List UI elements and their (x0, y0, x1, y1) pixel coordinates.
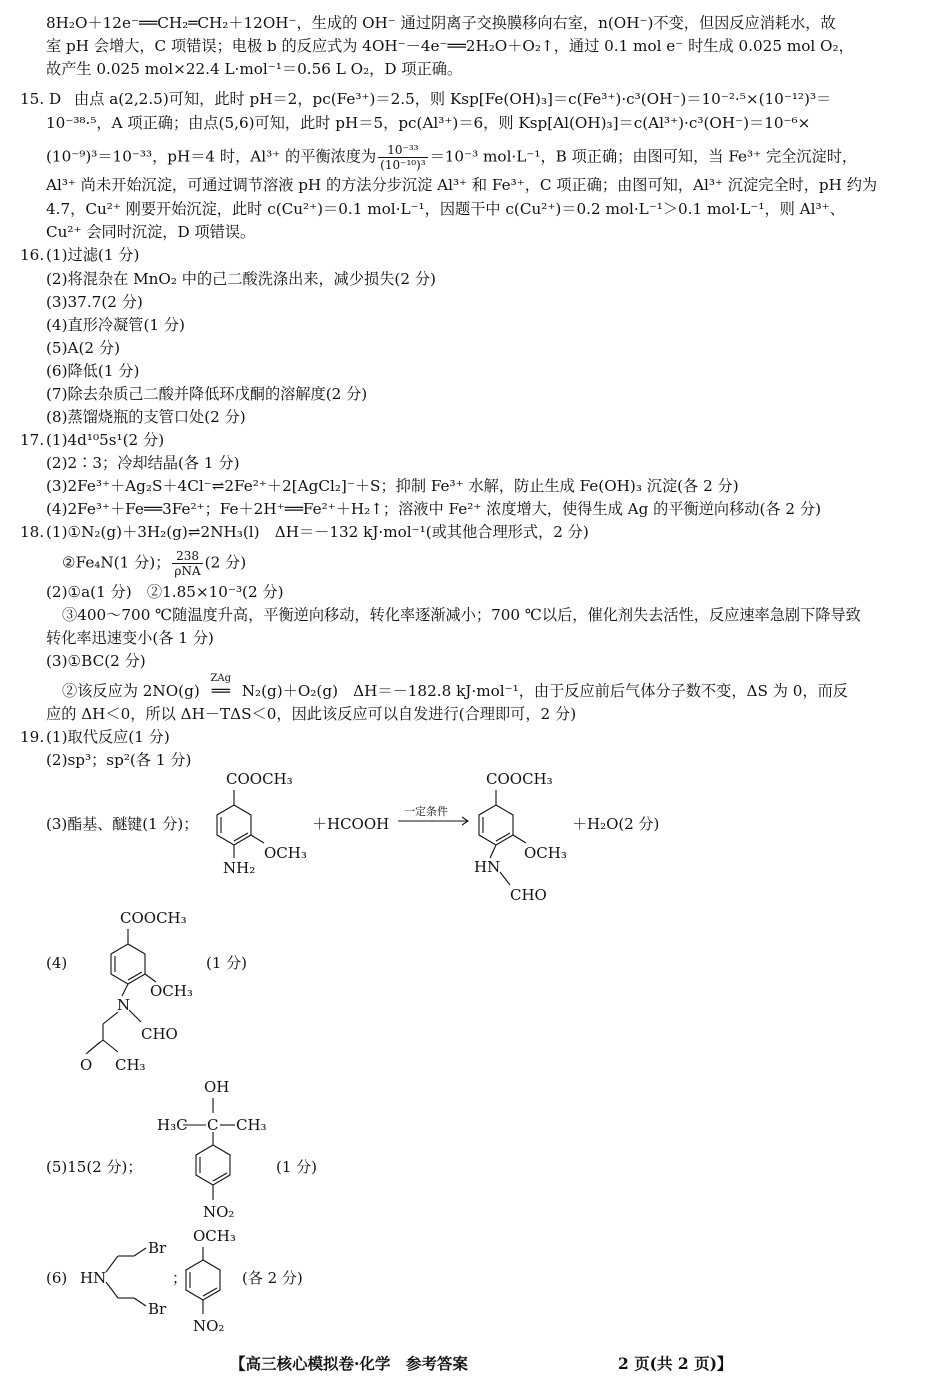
structure-5 (157, 1078, 267, 1221)
s6a-hn: HN (80, 1269, 107, 1287)
product-cho: CHO (510, 886, 547, 904)
text-line: (1)过滤(1 分) (46, 246, 140, 264)
s4-ch3: CH₃ (115, 1056, 146, 1074)
text-line: (6)降低(1 分) (46, 362, 140, 380)
s4-och3: OCH₃ (150, 982, 193, 1000)
text-line: (4)直形冷凝管(1 分) (46, 316, 185, 334)
s4-cho: CHO (141, 1025, 178, 1043)
product-hn: HN (474, 858, 501, 876)
reagent-hcooh: ＋HCOOH (312, 815, 390, 833)
s6a-br-top: Br (148, 1239, 167, 1257)
text-line: (2)①a(1 分) ②1.85×10⁻³(2 分) (46, 583, 284, 601)
reaction-arrow: ZAg ══ (200, 680, 242, 702)
text-segment: ②Fe₄N(1 分)； (62, 553, 171, 572)
text-segment: ＝10⁻³ mol·L⁻¹，B 项正确；由图可知，当 Fe³⁺ 完全沉淀时， (429, 147, 858, 166)
product-structure (474, 770, 567, 904)
text-line: Cu²⁺ 会同时沉淀，D 项错误。 (46, 223, 256, 241)
text-line: 10⁻³⁸·⁵，A 项正确；由点(5,6)可知，此时 pH＝5，pc(Al³⁺)＝6，则 Ksp[Al(OH)₃]＝c(Al³⁺)·c³(OH⁻)＝10⁻⁶× (46, 114, 811, 132)
product-cooch3: COOCH₃ (486, 770, 553, 788)
q19-4-score: (1 分) (206, 954, 248, 972)
reactant-och3: OCH₃ (264, 844, 307, 862)
q19-6-score: (各 2 分) (242, 1269, 303, 1287)
text-line: 转化率迅速变小(各 1 分) (46, 629, 214, 647)
catalyst-label: ZAg (210, 673, 232, 684)
condition-label: 一定条件 (404, 805, 448, 818)
s4-o: O (80, 1056, 93, 1074)
product-och3: OCH₃ (524, 844, 567, 862)
text-segment: (10⁻⁹)³＝10⁻³³，pH＝4 时，Al³⁺ 的平衡浓度为 (46, 147, 377, 166)
reaction-arrow (398, 804, 468, 825)
question-number: 17. (20, 431, 45, 449)
question-number: 19. (20, 728, 45, 746)
text-line: (2)将混杂在 MnO₂ 中的己二酸洗涤出来，减少损失(2 分) (46, 270, 436, 288)
text-line: (8)蒸馏烧瓶的支管口处(2 分) (46, 408, 246, 426)
text-line: 由点 a(2,2.5)可知，此时 pH＝2，pc(Fe³⁺)＝2.5，则 Ksp[Fe(OH)₃]＝c(Fe³⁺)·c³(OH⁻)＝10⁻²·⁵×(10⁻¹²)³＝ (74, 90, 832, 108)
s4-n: N (117, 996, 131, 1014)
text-line: 8H₂O＋12e⁻══CH₂═CH₂＋12OH⁻，生成的 OH⁻ 通过阴离子交换膜移向右室，n(OH⁻)不变，但因反应消耗水，故 (46, 14, 836, 32)
text-line: 故产生 0.025 mol×22.4 L·mol⁻¹＝0.56 L O₂，D 项正确。 (46, 60, 463, 78)
text-line: ③400～700 ℃随温度升高，平衡逆向移动，转化率逐渐减小；700 ℃以后，催化剂失去活性，反应速率急剧下降导致 (62, 606, 861, 624)
text-segment: ②该反应为 2NO(g) (62, 682, 200, 700)
fraction-numerator: 10⁻³³ (378, 143, 427, 158)
q19-6-label: (6) (46, 1269, 68, 1287)
q19-3-label: (3)酯基、醚键(1 分)； (46, 815, 199, 833)
footer-title: 【高三核心模拟卷·化学 参考答案 (230, 1354, 468, 1373)
text-line: (3)2Fe³⁺＋Ag₂S＋4Cl⁻⇌2Fe²⁺＋2[AgCl₂]⁻＋S；抑制 Fe³⁺ 水解，防止生成 Fe(OH)₃ 沉淀(各 2 分) (46, 477, 739, 495)
text-line: (1)①N₂(g)＋3H₂(g)⇌2NH₃(l) ΔH＝－132 kJ·mol⁻¹(或其他合理形式，2 分) (46, 523, 589, 541)
text-line: (7)除去杂质己二酸并降低环戊酮的溶解度(2 分) (46, 385, 368, 403)
fraction-numerator: 238 (172, 549, 202, 564)
s5-no2: NO₂ (203, 1203, 235, 1221)
text-line: (5)A(2 分) (46, 339, 121, 357)
text-line: 应的 ΔH＜0，所以 ΔH－TΔS＜0，因此该反应可以自发进行(合理即可，2 分) (46, 705, 577, 723)
fraction-denominator: ρNA (174, 564, 201, 578)
text-line: (1)4d¹⁰5s¹(2 分) (46, 431, 165, 449)
text-segment: (2 分) (204, 553, 247, 572)
s5-ch3: CH₃ (236, 1116, 267, 1134)
text-line: (4)2Fe³⁺＋Fe══3Fe²⁺；Fe＋2H⁺══Fe²⁺＋H₂↑；溶液中 Fe²⁺ 浓度增大，使得生成 Ag 的平衡逆向移动(各 2 分) (46, 500, 822, 518)
text-line: (3)①BC(2 分) (46, 652, 146, 670)
q19-5-label: (5)15(2 分)； (46, 1158, 143, 1176)
structure-6b (186, 1227, 236, 1335)
text-line: (1)取代反应(1 分) (46, 728, 170, 746)
text-line: (2)2∶3；冷却结晶(各 1 分) (46, 454, 240, 472)
s6b-no2: NO₂ (193, 1317, 225, 1335)
s5-h3c: H₃C (157, 1116, 188, 1134)
fraction-denominator: (10⁻¹⁰)³ (380, 158, 426, 172)
byproduct-water: ＋H₂O(2 分) (572, 815, 660, 833)
q19-5-score: (1 分) (276, 1158, 318, 1176)
reactant-nh2: NH₂ (223, 859, 256, 877)
text-line: (3)37.7(2 分) (46, 293, 143, 311)
text-line: (2)sp³；sp²(各 1 分) (46, 751, 192, 769)
s4-cooch3: COOCH₃ (120, 909, 187, 927)
q19-4-label: (4) (46, 954, 68, 972)
question-number: 15. D (20, 90, 62, 108)
question-number: 16. (20, 246, 45, 264)
q19-6-separator: ； (172, 1269, 188, 1287)
structure-6a (80, 1239, 167, 1318)
s6a-br-bottom: Br (148, 1300, 167, 1318)
text-line: Al³⁺ 尚未开始沉淀，可通过调节溶液 pH 的方法分步沉淀 Al³⁺ 和 Fe³⁺，C 项正确；由图可知，Al³⁺ 沉淀完全时，pH 约为 (46, 176, 878, 194)
question-number: 18. (20, 523, 45, 541)
structure-4 (80, 909, 193, 1074)
s6b-och3: OCH₃ (193, 1227, 236, 1245)
s5-c: C (207, 1116, 219, 1134)
text-line: 4.7，Cu²⁺ 刚要开始沉淀，此时 c(Cu²⁺)＝0.1 mol·L⁻¹，因题干中 c(Cu²⁺)＝0.2 mol·L⁻¹＞0.1 mol·L⁻¹，则 Al³⁺、 (46, 200, 845, 218)
reactant-structure (217, 770, 307, 877)
s5-oh: OH (204, 1078, 230, 1096)
text-segment: N₂(g)＋O₂(g) ΔH＝－182.8 kJ·mol⁻¹，由于反应前后气体分子数不变，ΔS 为 0，而反 (241, 682, 848, 700)
footer-page: 2 页(共 2 页)】 (618, 1354, 733, 1373)
text-line: 室 pH 会增大，C 项错误；电极 b 的反应式为 4OH⁻－4e⁻══2H₂O＋O₂↑，通过 0.1 mol e⁻ 时生成 0.025 mol O₂， (46, 37, 854, 55)
reactant-cooch3: COOCH₃ (226, 770, 293, 788)
